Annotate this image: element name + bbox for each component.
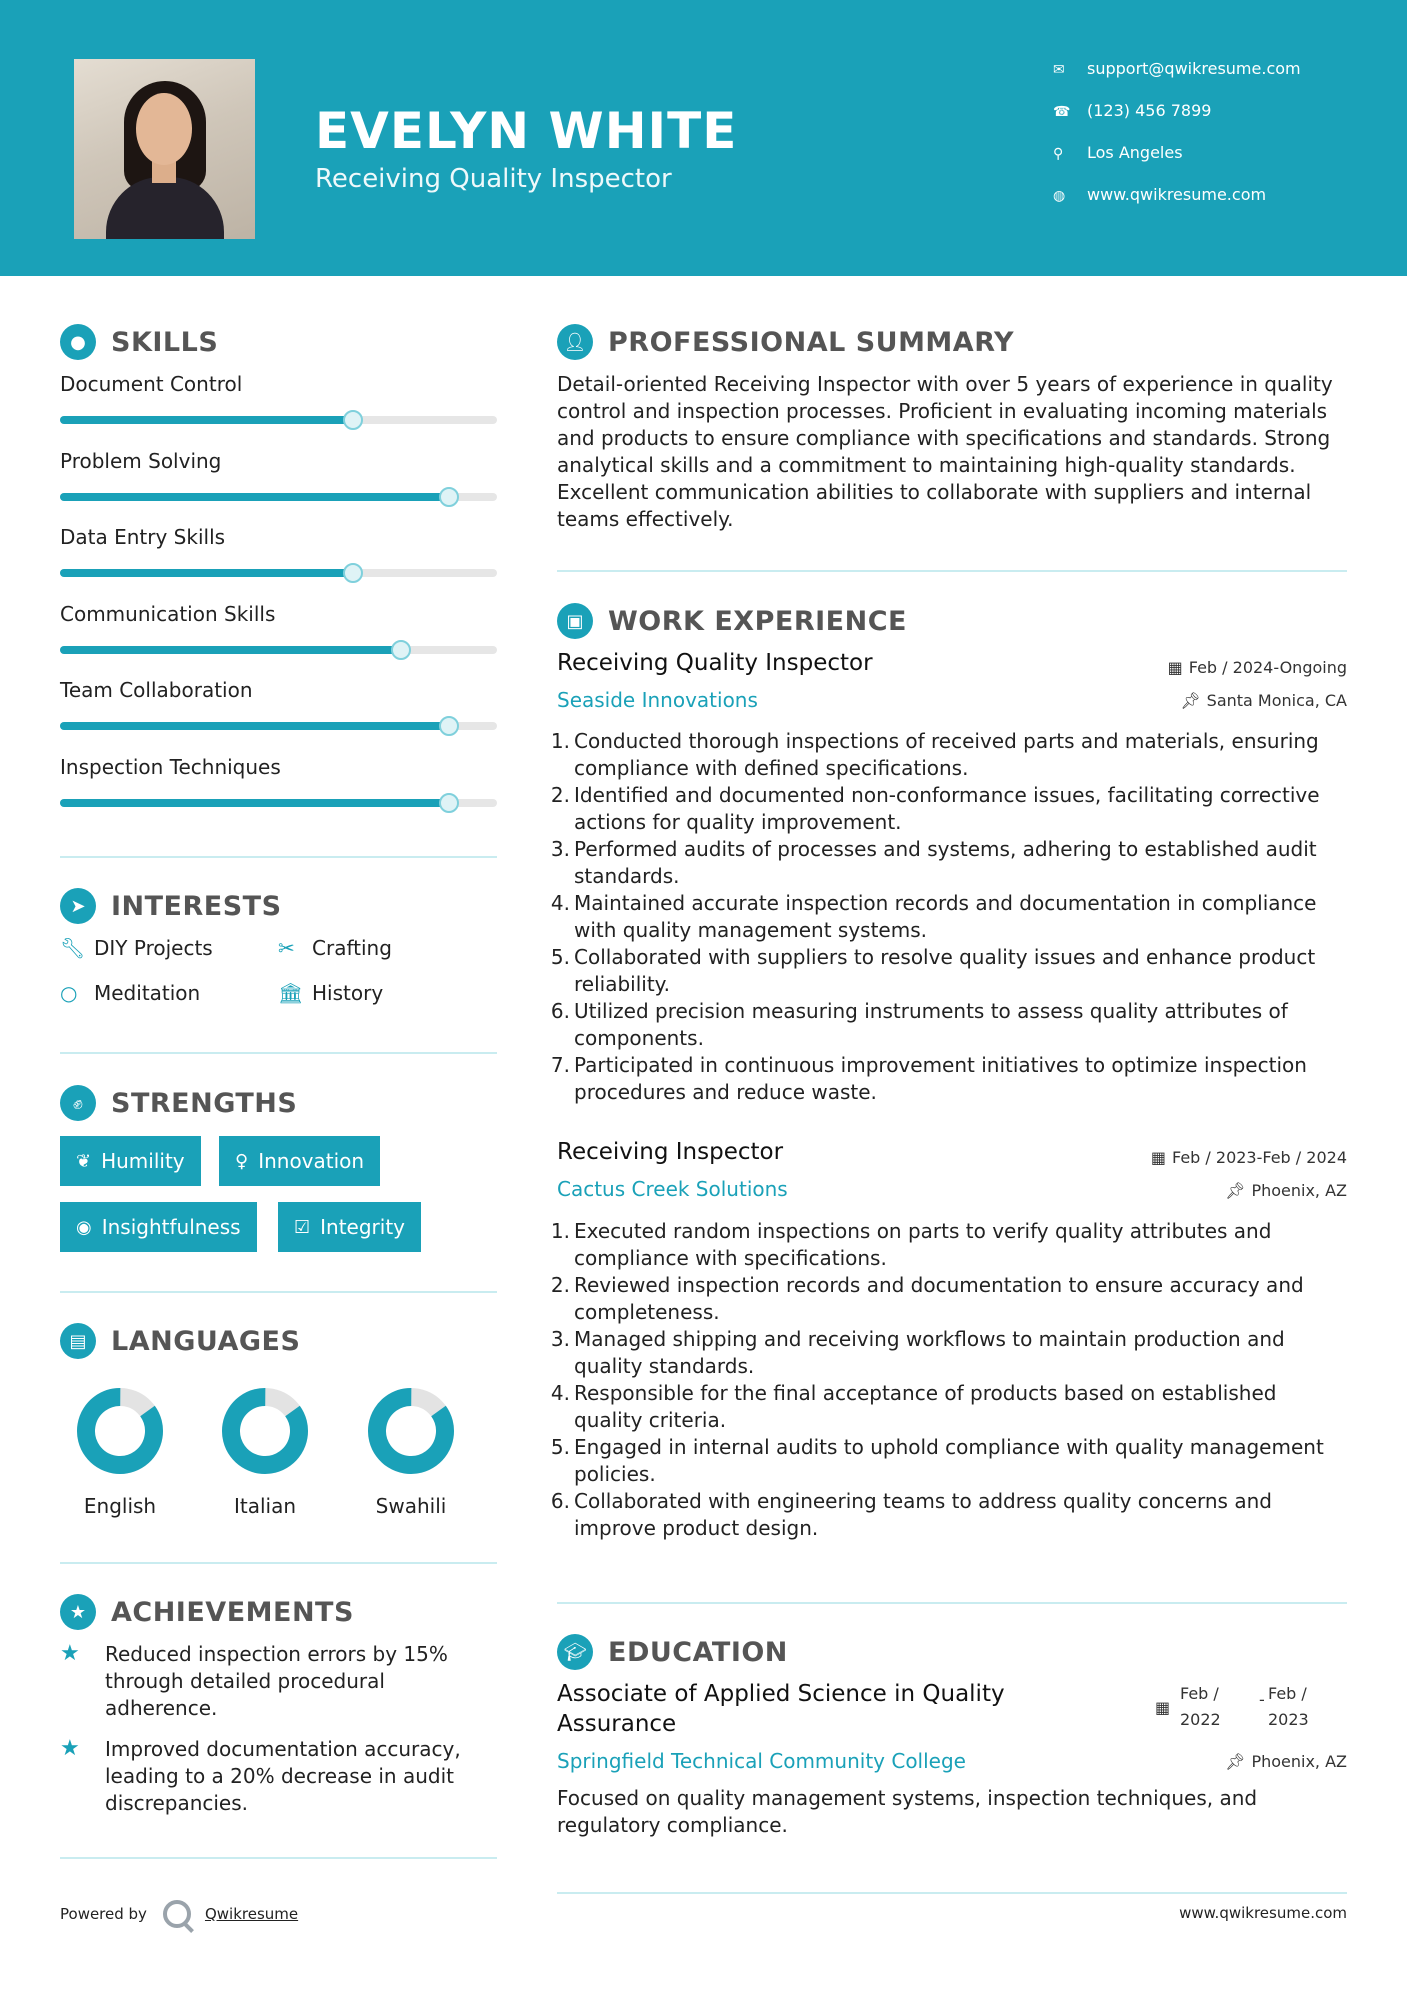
contact-location: ⚲ Los Angeles bbox=[1053, 143, 1183, 162]
achievement-item: ★ Improved documentation accuracy, leading to a 20% decrease in audit discrepancies. bbox=[60, 1736, 461, 1815]
eye-icon: ◉ bbox=[76, 1216, 92, 1238]
skill-label: Problem Solving bbox=[60, 448, 222, 473]
check-square-icon: ☑ bbox=[294, 1216, 311, 1238]
section-divider bbox=[60, 856, 497, 858]
star-badge-icon: ★ bbox=[60, 1594, 96, 1630]
pushpin-icon: 📌︎ bbox=[1225, 1752, 1246, 1771]
interest-item: 🏛︎ History bbox=[278, 981, 384, 1005]
job-bullet: 6. Collaborated with engineering teams to address quality concerns and improve product design. bbox=[550, 1489, 1272, 1540]
lightbulb-icon: ● bbox=[60, 324, 96, 360]
skill-bar-knob bbox=[439, 487, 459, 507]
strength-tag: ♀ Innovation bbox=[219, 1136, 380, 1186]
wrench-icon: 🔧︎ bbox=[60, 936, 86, 960]
skill-bar-fill bbox=[60, 493, 449, 501]
skill-bar-knob bbox=[439, 716, 459, 736]
interest-item: ○ Meditation bbox=[60, 981, 201, 1005]
job-bullet: 1. Executed random inspections on parts to verify quality attributes and compliance with specifications. bbox=[550, 1219, 1272, 1270]
user-icon: 👤︎ bbox=[557, 324, 593, 360]
skill-label: Inspection Techniques bbox=[60, 754, 281, 779]
contact-email[interactable]: ✉ support@qwikresume.com bbox=[1053, 59, 1301, 78]
skill-bar-fill bbox=[60, 416, 353, 424]
leaf-icon: ❦ bbox=[76, 1150, 92, 1172]
section-divider bbox=[60, 1052, 497, 1054]
job-bullet: 3. Performed audits of processes and systems, adhering to established audit standards. bbox=[550, 837, 1317, 888]
section-divider bbox=[60, 1291, 497, 1293]
job-bullet: 4. Maintained accurate inspection records and documentation in compliance with quality management systems. bbox=[550, 891, 1317, 942]
job-bullet: 1. Conducted thorough inspections of received parts and materials, ensuring compliance with defined specifications. bbox=[550, 729, 1319, 780]
fist-icon: ✊︎ bbox=[60, 1085, 96, 1121]
company-name: Cactus Creek Solutions bbox=[557, 1177, 788, 1201]
section-divider bbox=[60, 1562, 497, 1564]
language-label: English bbox=[83, 1494, 157, 1518]
profile-photo bbox=[74, 59, 255, 239]
skill-bar bbox=[60, 646, 497, 654]
job-bullet: 5. Engaged in internal audits to uphold compliance with quality management policies. bbox=[550, 1435, 1324, 1486]
footer-website[interactable]: www.qwikresume.com bbox=[1179, 1904, 1347, 1922]
job-bullet: 4. Responsible for the final acceptance of products based on established quality criteria. bbox=[550, 1381, 1277, 1432]
job-title: Receiving Quality Inspector bbox=[557, 650, 873, 676]
star-icon: ★ bbox=[60, 1736, 80, 1761]
strength-tag: ◉ Insightfulness bbox=[60, 1202, 257, 1252]
job-location: 📌︎ Phoenix, AZ bbox=[1225, 1181, 1347, 1200]
summary-heading: 👤︎ PROFESSIONAL SUMMARY bbox=[557, 324, 1014, 360]
star-icon: ★ bbox=[60, 1641, 80, 1666]
job-bullet: 2. Reviewed inspection records and documentation to ensure accuracy and completeness. bbox=[550, 1273, 1304, 1324]
education-heading: 🎓︎ EDUCATION bbox=[557, 1634, 788, 1670]
map-marker-icon: ⚲ bbox=[1053, 146, 1064, 162]
language-label: Swahili bbox=[375, 1494, 447, 1518]
skill-bar-knob bbox=[439, 793, 459, 813]
job-title: Receiving Inspector bbox=[557, 1139, 784, 1165]
circle-icon: ○ bbox=[60, 981, 78, 1005]
skill-label: Document Control bbox=[60, 372, 243, 396]
section-divider bbox=[557, 1892, 1347, 1894]
skill-bar bbox=[60, 799, 497, 807]
contact-phone: ☎ (123) 456 7899 bbox=[1053, 101, 1212, 120]
skill-bar-knob bbox=[391, 640, 411, 660]
pushpin-icon: 📌︎ bbox=[1225, 1181, 1246, 1200]
edu-location: 📌︎ Phoenix, AZ bbox=[1225, 1752, 1347, 1771]
skill-bar bbox=[60, 493, 497, 501]
language-donut bbox=[75, 1386, 165, 1476]
achievements-heading: ★ ACHIEVEMENTS bbox=[60, 1594, 354, 1630]
language-item bbox=[351, 1386, 471, 1518]
skill-label: Communication Skills bbox=[60, 601, 276, 626]
phone-icon: ☎ bbox=[1053, 104, 1071, 120]
languages-heading: ▤ LANGUAGES bbox=[60, 1323, 300, 1359]
language-icon: ▤ bbox=[60, 1323, 96, 1359]
skill-bar-fill bbox=[60, 646, 401, 654]
globe-icon: ◍ bbox=[1053, 188, 1066, 204]
job-bullet: 2. Identified and documented non-conformance issues, facilitating corrective actions for quality improvement. bbox=[550, 783, 1320, 834]
education-description: Focused on quality management systems, inspection techniques, and regulatory compliance. bbox=[557, 1786, 1258, 1837]
skill-bar-fill bbox=[60, 722, 449, 730]
language-item bbox=[60, 1386, 180, 1518]
paper-plane-icon: ➤ bbox=[60, 888, 96, 924]
job-bullet: 5. Collaborated with suppliers to resolve quality issues and enhance product reliability. bbox=[550, 945, 1316, 996]
calendar-icon: ▦ bbox=[1167, 658, 1183, 677]
candidate-title: Receiving Quality Inspector bbox=[315, 164, 672, 194]
resume-header bbox=[0, 0, 1407, 276]
job-bullets bbox=[550, 1218, 1350, 1542]
skill-bar-fill bbox=[60, 799, 449, 807]
skill-bar bbox=[60, 722, 497, 730]
language-item bbox=[205, 1386, 325, 1518]
contact-website[interactable]: ◍ www.qwikresume.com bbox=[1053, 185, 1267, 204]
skill-bar bbox=[60, 416, 497, 424]
interest-item: ✂ Crafting bbox=[278, 936, 392, 960]
company-name: Seaside Innovations bbox=[557, 688, 758, 712]
section-divider bbox=[60, 1857, 497, 1859]
candidate-name: EVELYN WHITE bbox=[315, 102, 738, 160]
degree-title: Associate of Applied Science in Quality Assurance bbox=[557, 1681, 1005, 1737]
qwikresume-logo-icon bbox=[163, 1900, 191, 1928]
skill-label: Team Collaboration bbox=[60, 678, 253, 702]
edu-date-start: Feb / 2022 bbox=[1180, 1684, 1221, 1729]
skill-bar-fill bbox=[60, 569, 353, 577]
calendar-icon: ▦ bbox=[1150, 1148, 1166, 1167]
graduate-icon: 🎓︎ bbox=[557, 1634, 593, 1670]
strength-tag: ☑ Integrity bbox=[278, 1202, 421, 1252]
job-bullet: 3. Managed shipping and receiving workflows to maintain production and quality standards. bbox=[550, 1327, 1285, 1378]
section-divider bbox=[557, 1602, 1347, 1604]
skills-heading: ● SKILLS bbox=[60, 324, 218, 360]
pushpin-icon: 📌︎ bbox=[1180, 691, 1201, 710]
experience-heading: ▣ WORK EXPERIENCE bbox=[557, 603, 907, 639]
interest-item: 🔧︎ DIY Projects bbox=[60, 936, 213, 960]
job-date: ▦ Feb / 2023-Feb / 2024 bbox=[1150, 1148, 1347, 1167]
edu-date-separator: - bbox=[1259, 1690, 1265, 1709]
edu-date-end: Feb / 2023 bbox=[1268, 1684, 1309, 1729]
chair-icon: ▣ bbox=[557, 603, 593, 639]
skill-bar-knob bbox=[343, 563, 363, 583]
job-bullet: 6. Utilized precision measuring instruments to assess quality attributes of components. bbox=[550, 999, 1288, 1050]
brand-link[interactable]: Qwikresume bbox=[204, 1905, 299, 1923]
strengths-heading: ✊︎ STRENGTHS bbox=[60, 1085, 297, 1121]
school-name: Springfield Technical Community College bbox=[557, 1749, 966, 1773]
skill-bar bbox=[60, 569, 497, 577]
language-donut bbox=[220, 1386, 310, 1476]
envelope-icon: ✉ bbox=[1053, 62, 1065, 78]
interests-heading: ➤ INTERESTS bbox=[60, 888, 282, 924]
powered-by: Powered by Qwikresume bbox=[60, 1900, 298, 1928]
job-bullets bbox=[550, 728, 1350, 1106]
lightbulb-icon: ♀ bbox=[235, 1150, 249, 1172]
job-date: ▦ Feb / 2024-Ongoing bbox=[1167, 658, 1347, 677]
language-donut bbox=[366, 1386, 456, 1476]
strength-tag: ❦ Humility bbox=[60, 1136, 201, 1186]
job-bullet: 7. Participated in continuous improvement initiatives to optimize inspection procedures and reduce waste. bbox=[550, 1053, 1307, 1104]
summary-text: Detail-oriented Receiving Inspector with over 5 years of experience in quality control and inspection processes. Proficient in evaluating incoming materials and products to ensure compliance with specifications and standards. Strong analytical skills and a commitment to maintaining high-quality standards. Excellent communication abilities to collaborate with suppliers and internal teams effectively. bbox=[557, 372, 1333, 531]
calendar-icon: ▦ bbox=[1155, 1698, 1171, 1717]
scissors-icon: ✂ bbox=[278, 936, 295, 960]
skill-bar-knob bbox=[343, 410, 363, 430]
skill-label: Data Entry Skills bbox=[60, 525, 226, 549]
museum-icon: 🏛︎ bbox=[278, 981, 304, 1005]
job-location: 📌︎ Santa Monica, CA bbox=[1180, 691, 1347, 710]
language-label: Italian bbox=[233, 1494, 297, 1518]
section-divider bbox=[557, 570, 1347, 572]
achievement-item: ★ Reduced inspection errors by 15% through detailed procedural adherence. bbox=[60, 1641, 448, 1720]
